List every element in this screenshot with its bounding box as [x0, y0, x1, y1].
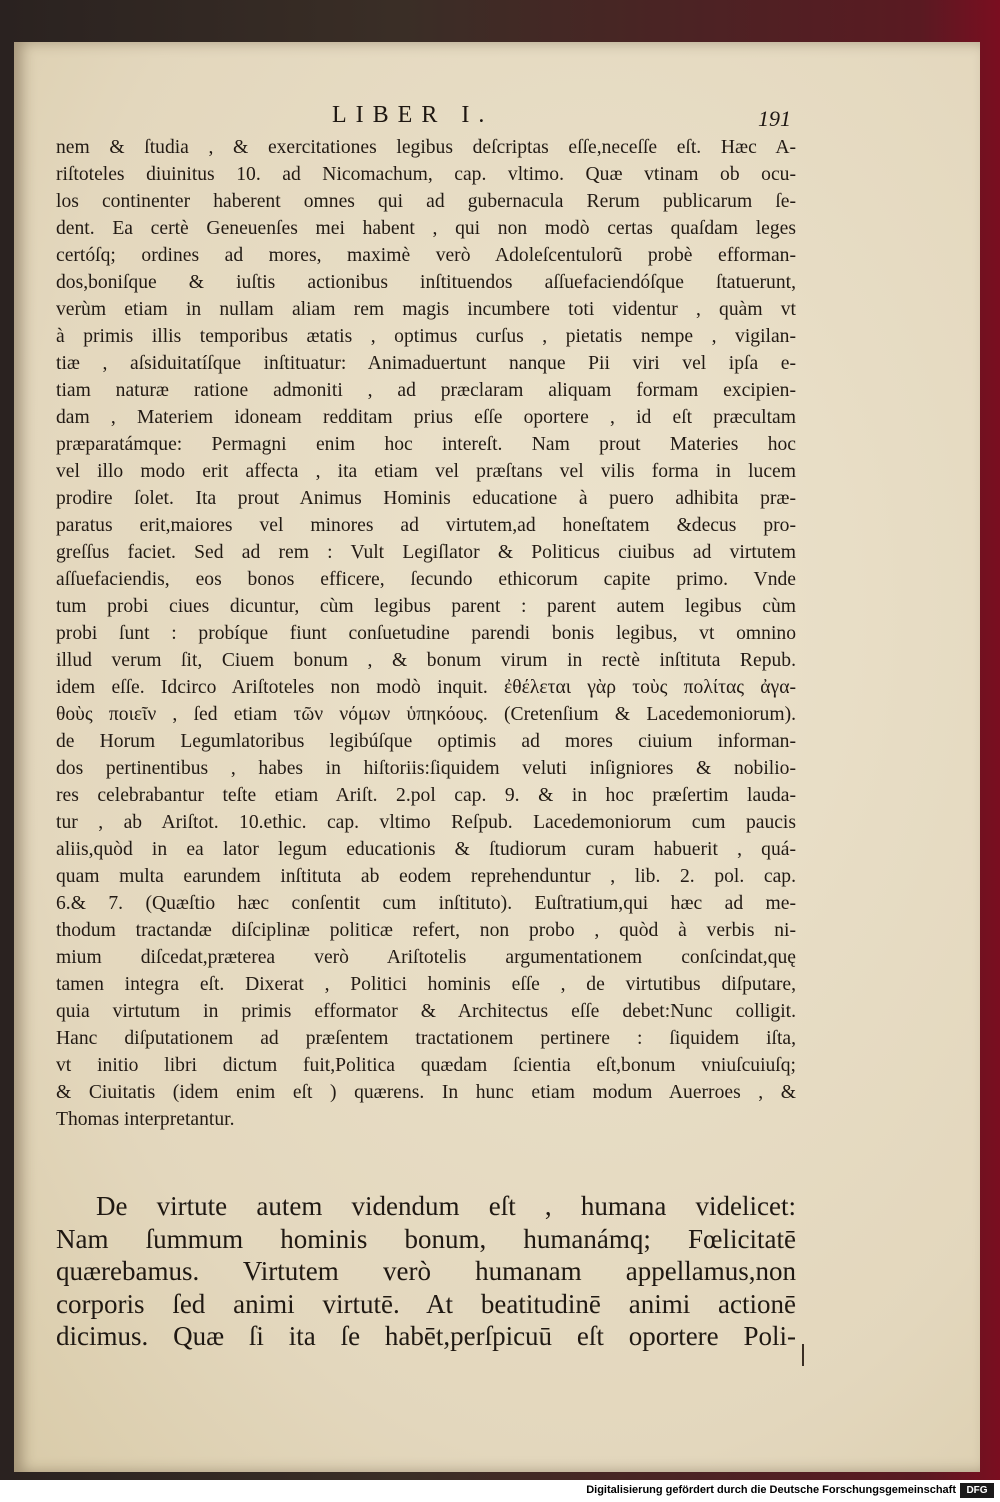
commentary-line: tamen integra eſt. Dixerat , Politici hominis eſſe , de virtutibus diſputare, — [56, 974, 796, 995]
main-text-line: quærebamus. Virtutem verò humanam appellamus,non — [56, 1256, 796, 1287]
commentary-line: tum probi ciues dicuntur, cùm legibus parent : parent autem legibus cùm — [56, 596, 796, 617]
commentary-line: greſſus faciet. Sed ad rem : Vult Legiſlator & Politicus ciuibus ad virtutem — [56, 542, 796, 563]
commentary-line: dos pertinentibus , habes in hiſtoriis:ſiquidem veluti inſigniores & nobilio- — [56, 758, 796, 779]
commentary-line: prodire ſolet. Ita prout Animus Hominis educatione à puero adhibita præ- — [56, 488, 796, 509]
commentary-line: aliis,quòd in ea lator legum educationis & ſtudiorum curam habuerit , quá- — [56, 839, 796, 860]
commentary-line: vel illo modo erit affecta , ita etiam vel præſtans vel vilis forma in lucem — [56, 461, 796, 482]
commentary-line: dent. Ea certè Geneuenſes mei habent , qui non modò certas quaſdam leges — [56, 218, 796, 239]
commentary-line: à primis illis temporibus ætatis , optimus curſus , pietatis nempe , vigilan- — [56, 326, 796, 347]
main-text — [56, 1190, 796, 1353]
commentary-line: quia virtutum in primis efformator & Architectus eſſe debet:Nunc colligit. — [56, 1001, 796, 1022]
main-text-line: Nam ſummum hominis bonum, humanámq; Fœlicitatē — [56, 1223, 796, 1254]
commentary-line: paratus erit,maiores vel minores ad virtutem,ad honeſtatem &decus pro- — [56, 515, 796, 536]
page-number: 191 — [758, 106, 791, 131]
running-head — [14, 102, 980, 132]
commentary-line: illud verum ſit, Ciuem bonum , & bonum virum in rectè inſtituta Repub. — [56, 650, 796, 671]
commentary-line: θοὺς ποιεῖν , ſed etiam τῶν νόμων ὑπηκόους. (Cretenſium & Lacedemoniorum). — [56, 704, 796, 725]
commentary-line: verùm etiam in nullam aliam rem magis incumbere toti videntur , quàm vt — [56, 299, 796, 320]
commentary-line: idem eſſe. Idcirco Ariſtoteles non modò inquit. ἐθέλεται γὰρ τοὺς πολίτας ἀγα- — [56, 677, 796, 698]
commentary-line: dam , Materiem idoneam redditam prius eſſe oportere , id eſt præcultam — [56, 407, 796, 428]
commentary-line: de Horum Legumlatoribus legibúſque optimis ad mores ciuium informan- — [56, 731, 796, 752]
commentary-line: los continenter haberent omnes qui ad gubernacula Rerum publicarum ſe- — [56, 191, 796, 212]
commentary-line: & Ciuitatis (idem enim eſt ) quærens. In hunc etiam modum Auerroes , & — [56, 1082, 796, 1103]
running-title: LIBER I. — [332, 102, 494, 128]
commentary-line: tiam naturæ ratione admoniti , ad præclaram aliquam formam excipien- — [56, 380, 796, 401]
commentary-line: res celebrabantur teſte etiam Ariſt. 2.pol cap. 9. & in hoc præſertim lauda- — [56, 785, 796, 806]
commentary-text — [56, 134, 796, 1133]
commentary-line: nem & ſtudia , & exercitationes legibus deſcriptas eſſe,neceſſe eſt. Hæc A- — [56, 137, 796, 158]
footer-bar — [0, 1480, 1000, 1502]
commentary-line: mium diſcedat,præterea verò Ariſtotelis argumentationem conſcindat,quę — [56, 947, 796, 968]
commentary-line: vt initio libri dictum fuit,Politica quædam ſcientia eſt,bonum vniuſcuiuſq; — [56, 1055, 796, 1076]
main-text-line: dicimus. Quæ ſi ita ſe habēt,perſpicuū eſt oportere Poli- — [56, 1321, 796, 1352]
commentary-line: dos,boniſque & iuſtis actionibus inſtituendos aſſuefaciendóſque ſtatuerunt, — [56, 272, 796, 293]
commentary-line: quam multa earundem inſtituta ab eodem reprehenduntur , lib. 2. pol. cap. — [56, 866, 796, 887]
commentary-line: Thomas interpretantur. — [56, 1109, 235, 1130]
commentary-line: aſſuefaciendis, eos bonos efficere, ſecundo ethicorum capite primo. Vnde — [56, 569, 796, 590]
commentary-line: tiæ , aſsiduitatíſque inſtituatur: Animaduertunt nanque Pii viri vel ipſa e- — [56, 353, 796, 374]
commentary-line: Hanc diſputationem ad præſentem tractationem pertinere : ſiquidem iſta, — [56, 1028, 796, 1049]
commentary-line: certóſq; ordines ad mores, maximè verò Adoleſcentulorũ probè efforman- — [56, 245, 796, 266]
commentary-line: probi ſunt : probíque fiunt conſuetudine parendi bonis legibus, vt omnino — [56, 623, 796, 644]
main-text-line: De virtute autem videndum eſt , humana videlicet: — [96, 1191, 796, 1221]
commentary-line: præparatámque: Permagni enim hoc intereſt. Nam prout Materies hoc — [56, 434, 796, 455]
funding-credit: Digitalisierung gefördert durch die Deutsche Forschungsgemeinschaft — [586, 1484, 956, 1496]
book-page — [14, 42, 980, 1472]
commentary-line: riſtoteles diuinitus 10. ad Nicomachum, cap. vltimo. Quæ vtinam ob ocu- — [56, 164, 796, 185]
commentary-line: tur , ab Ariſtot. 10.ethic. cap. vltimo Reſpub. Lacedemoniorum cum paucis — [56, 812, 796, 833]
main-text-line: corporis ſed animi virtutē. At beatitudinē animi actionē — [56, 1288, 796, 1319]
commentary-line: 6.& 7. (Quæſtio hæc conſentit cum inſtituto). Euſtratium,qui hæc ad me- — [56, 893, 796, 914]
catchword-mark — [802, 1344, 812, 1366]
commentary-line: thodum tractandæ diſciplinæ politicæ refert, non probo , quòd à verbis ni- — [56, 920, 796, 941]
dfg-logo: DFG — [960, 1483, 994, 1498]
